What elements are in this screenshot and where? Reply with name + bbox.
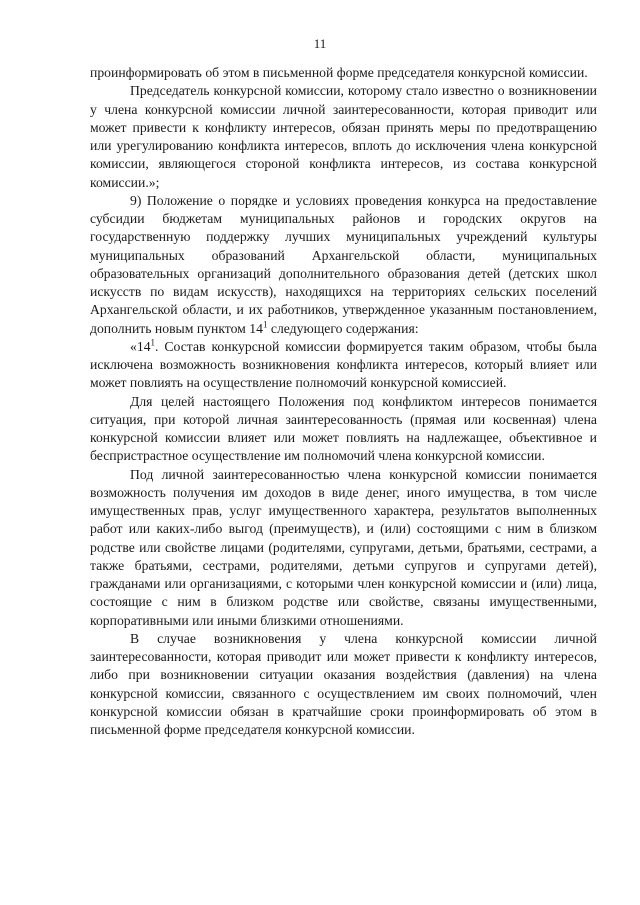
paragraph-conflict-definition: Для целей настоящего Положения под конфликтом интересов понимается ситуация, при которой личная заинтересованность (прямая или косвенная) члена конкурсной комиссии влияет или может повлиять на надлежащее, объективное и беспристрастное осуществление им полномочий члена конкурсной комиссии. — [90, 393, 597, 464]
document-body — [90, 64, 597, 739]
paragraph-chairman-duty: Председатель конкурсной комиссии, которому стало известно о возникновении у члена конкурсной комиссии личной заинтересованности, которая приводит или может привести к конфликту интересов, обязан принять меры по предотвращению или урегулированию конфликта интересов, вплоть до исключения члена конкурсной комиссии, являющегося стороной конфликта интересов, из состава конкурсной комиссии.»; — [90, 83, 597, 190]
paragraph-item-9: 9) Положение о порядке и условиях проведения конкурса на предоставление субсидии бюджетам муниципальных районов и городских округов на государственную поддержку лучших муниципальных учреждений культуры муниципальных образований Архангельской области, муниципальных образовательных организаций дополнительного образования детей (детских школ искусств по видам искусств), находящихся на территориях сельских поселений Архангельской области, и их работников, утвержденное указанным постановлением, дополнить новым пунктом $14^1$ следующего содержания: — [90, 192, 597, 336]
paragraph-reporting-duty: В случае возникновения у члена конкурсной комиссии личной заинтересованности, которая приводит или может привести к конфликту интересов, либо при возникновении ситуации оказания воздействия (давления) на члена конкурсной комиссии, связанного с осуществлением им своих полномочий, член конкурсной комиссии обязан в кратчайшие сроки проинформировать об этом в письменной форме председателя конкурсной комиссии. — [90, 630, 597, 737]
paragraph-personal-interest-definition: Под личной заинтересованностью члена конкурсной комиссии понимается возможность получения им доходов в виде денег, иного имущества, в том числе имущественных прав, услуг имущественного характера, результатов выполненных работ или каких-либо выгод (преимуществ), и (или) состоящими с ним в близком родстве или свойстве лицами (родителями, супругами, детьми, братьями, сестрами, а также братьями, сестрами, родителями, детьми супругов и супругами детей), гражданами или организациями, с которыми член конкурсной комиссии и (или) лица, состоящие с ним в близком родстве или свойстве, связаны имущественными, корпоративными или иными близкими отношениями. — [90, 466, 597, 628]
superscript-marker: 1 — [262, 318, 268, 329]
paragraph-continuation: проинформировать об этом в письменной форме председателя конкурсной комиссии. — [90, 65, 588, 80]
paragraph-item-14-1: «$14^1$. Состав конкурсной комиссии формируется таким образом, чтобы была исключена возможность возникновения конфликта интересов, который влияет или может повлиять на осуществление полномочий конкурсной комиссией. — [90, 337, 597, 391]
page-number: 11 — [313, 36, 327, 51]
superscript-marker: 1 — [150, 337, 156, 348]
